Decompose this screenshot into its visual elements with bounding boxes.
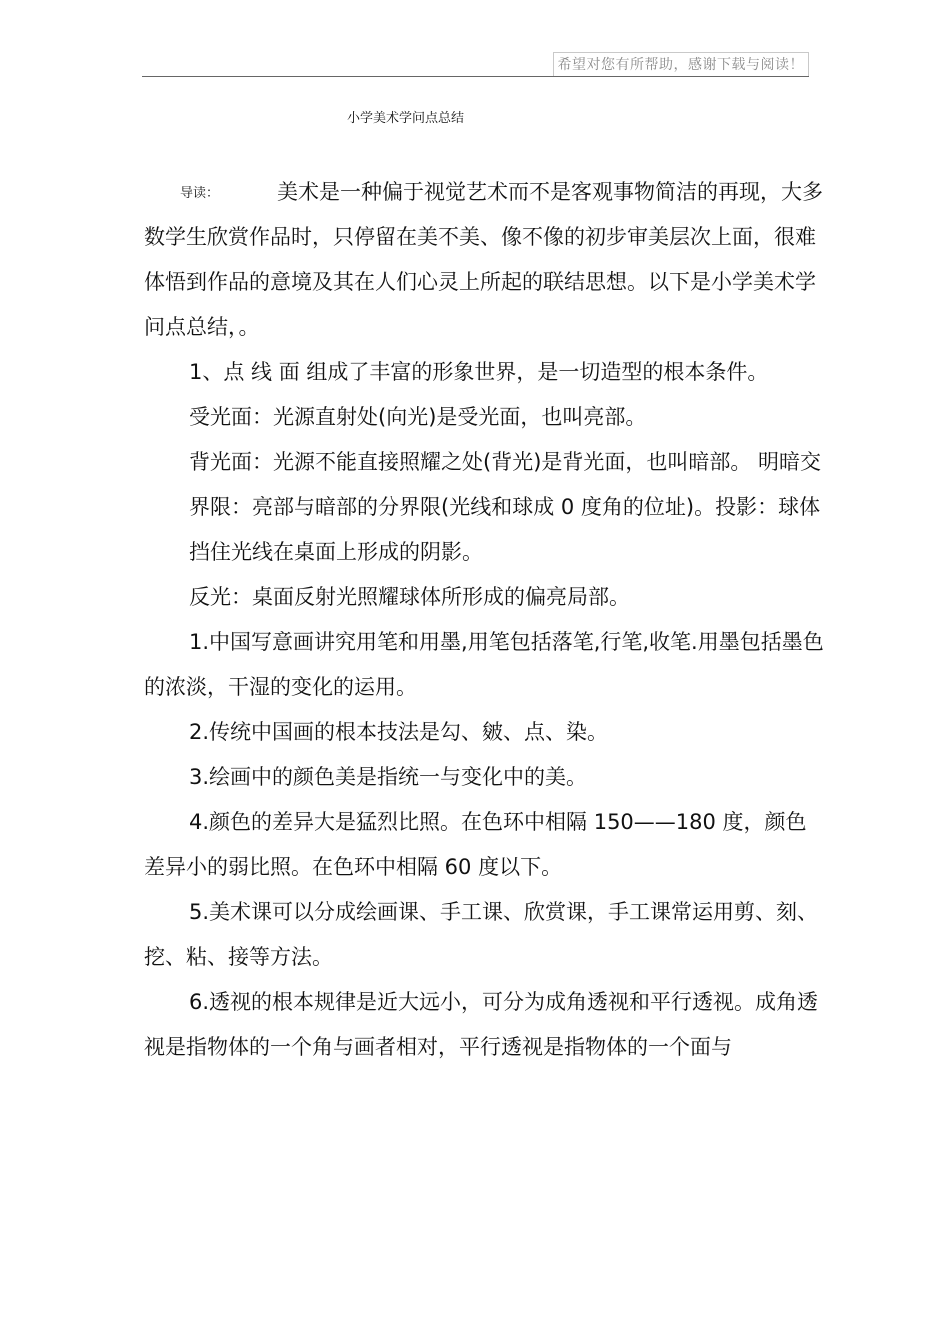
header-rule bbox=[142, 76, 809, 77]
paragraph-shadow-surface: 背光面：光源不能直接照耀之处(背光)是背光面，也叫暗部。 明暗交界限：亮部与暗部的分界限(光线和球成 0 度角的位址)。投影：球体挡住光线在桌面上形成的阴影。 bbox=[189, 450, 822, 564]
paragraph-chinese-painting: 1.中国写意画讲究用笔和用墨,用笔包括落笔,行笔,收笔.用墨包括墨色的浓淡，干湿的变化的运用。 bbox=[144, 630, 824, 699]
body-text bbox=[144, 170, 824, 1070]
intro-label: 导读： bbox=[180, 186, 220, 201]
paragraph-reflected-light: 反光：桌面反射光照耀球体所形成的偏亮局部。 bbox=[189, 585, 630, 609]
paragraph-color-contrast: 4.颜色的差异大是猛烈比照。在色环中相隔 150——180 度，颜色差异小的弱比照。在色环中相隔 60 度以下。 bbox=[144, 810, 807, 879]
paragraph-elements: 1、点 线 面 组成了丰富的形象世界，是一切造型的根本条件。 bbox=[189, 360, 769, 384]
intro-paragraph: 美术是一种偏于视觉艺术而不是客观事物简洁的再现，大多数学生欣赏作品时，只停留在美不美、像不像的初步审美层次上面，很难体悟到作品的意境及其在人们心灵上所起的联结思想。以下是小学美术学问点总结，。 bbox=[144, 180, 823, 339]
paragraph-color-beauty: 3.绘画中的颜色美是指统一与变化中的美。 bbox=[189, 765, 588, 789]
header-note: 希望对您有所帮助，感谢下载与阅读！ bbox=[553, 52, 810, 77]
paragraph-techniques: 2.传统中国画的根本技法是勾、皴、点、染。 bbox=[189, 720, 609, 744]
doc-title: 小学美术学问点总结 bbox=[347, 111, 465, 126]
paragraph-lesson-types: 5.美术课可以分成绘画课、手工课、欣赏课，手工课常运用剪、刻、挖、粘、接等方法。 bbox=[144, 900, 819, 969]
paragraph-lit-surface: 受光面：光源直射处(向光)是受光面，也叫亮部。 bbox=[189, 405, 647, 429]
paragraph-perspective: 6.透视的根本规律是近大远小，可分为成角透视和平行透视。成角透视是指物体的一个角与画者相对，平行透视是指物体的一个面与 bbox=[144, 990, 819, 1059]
